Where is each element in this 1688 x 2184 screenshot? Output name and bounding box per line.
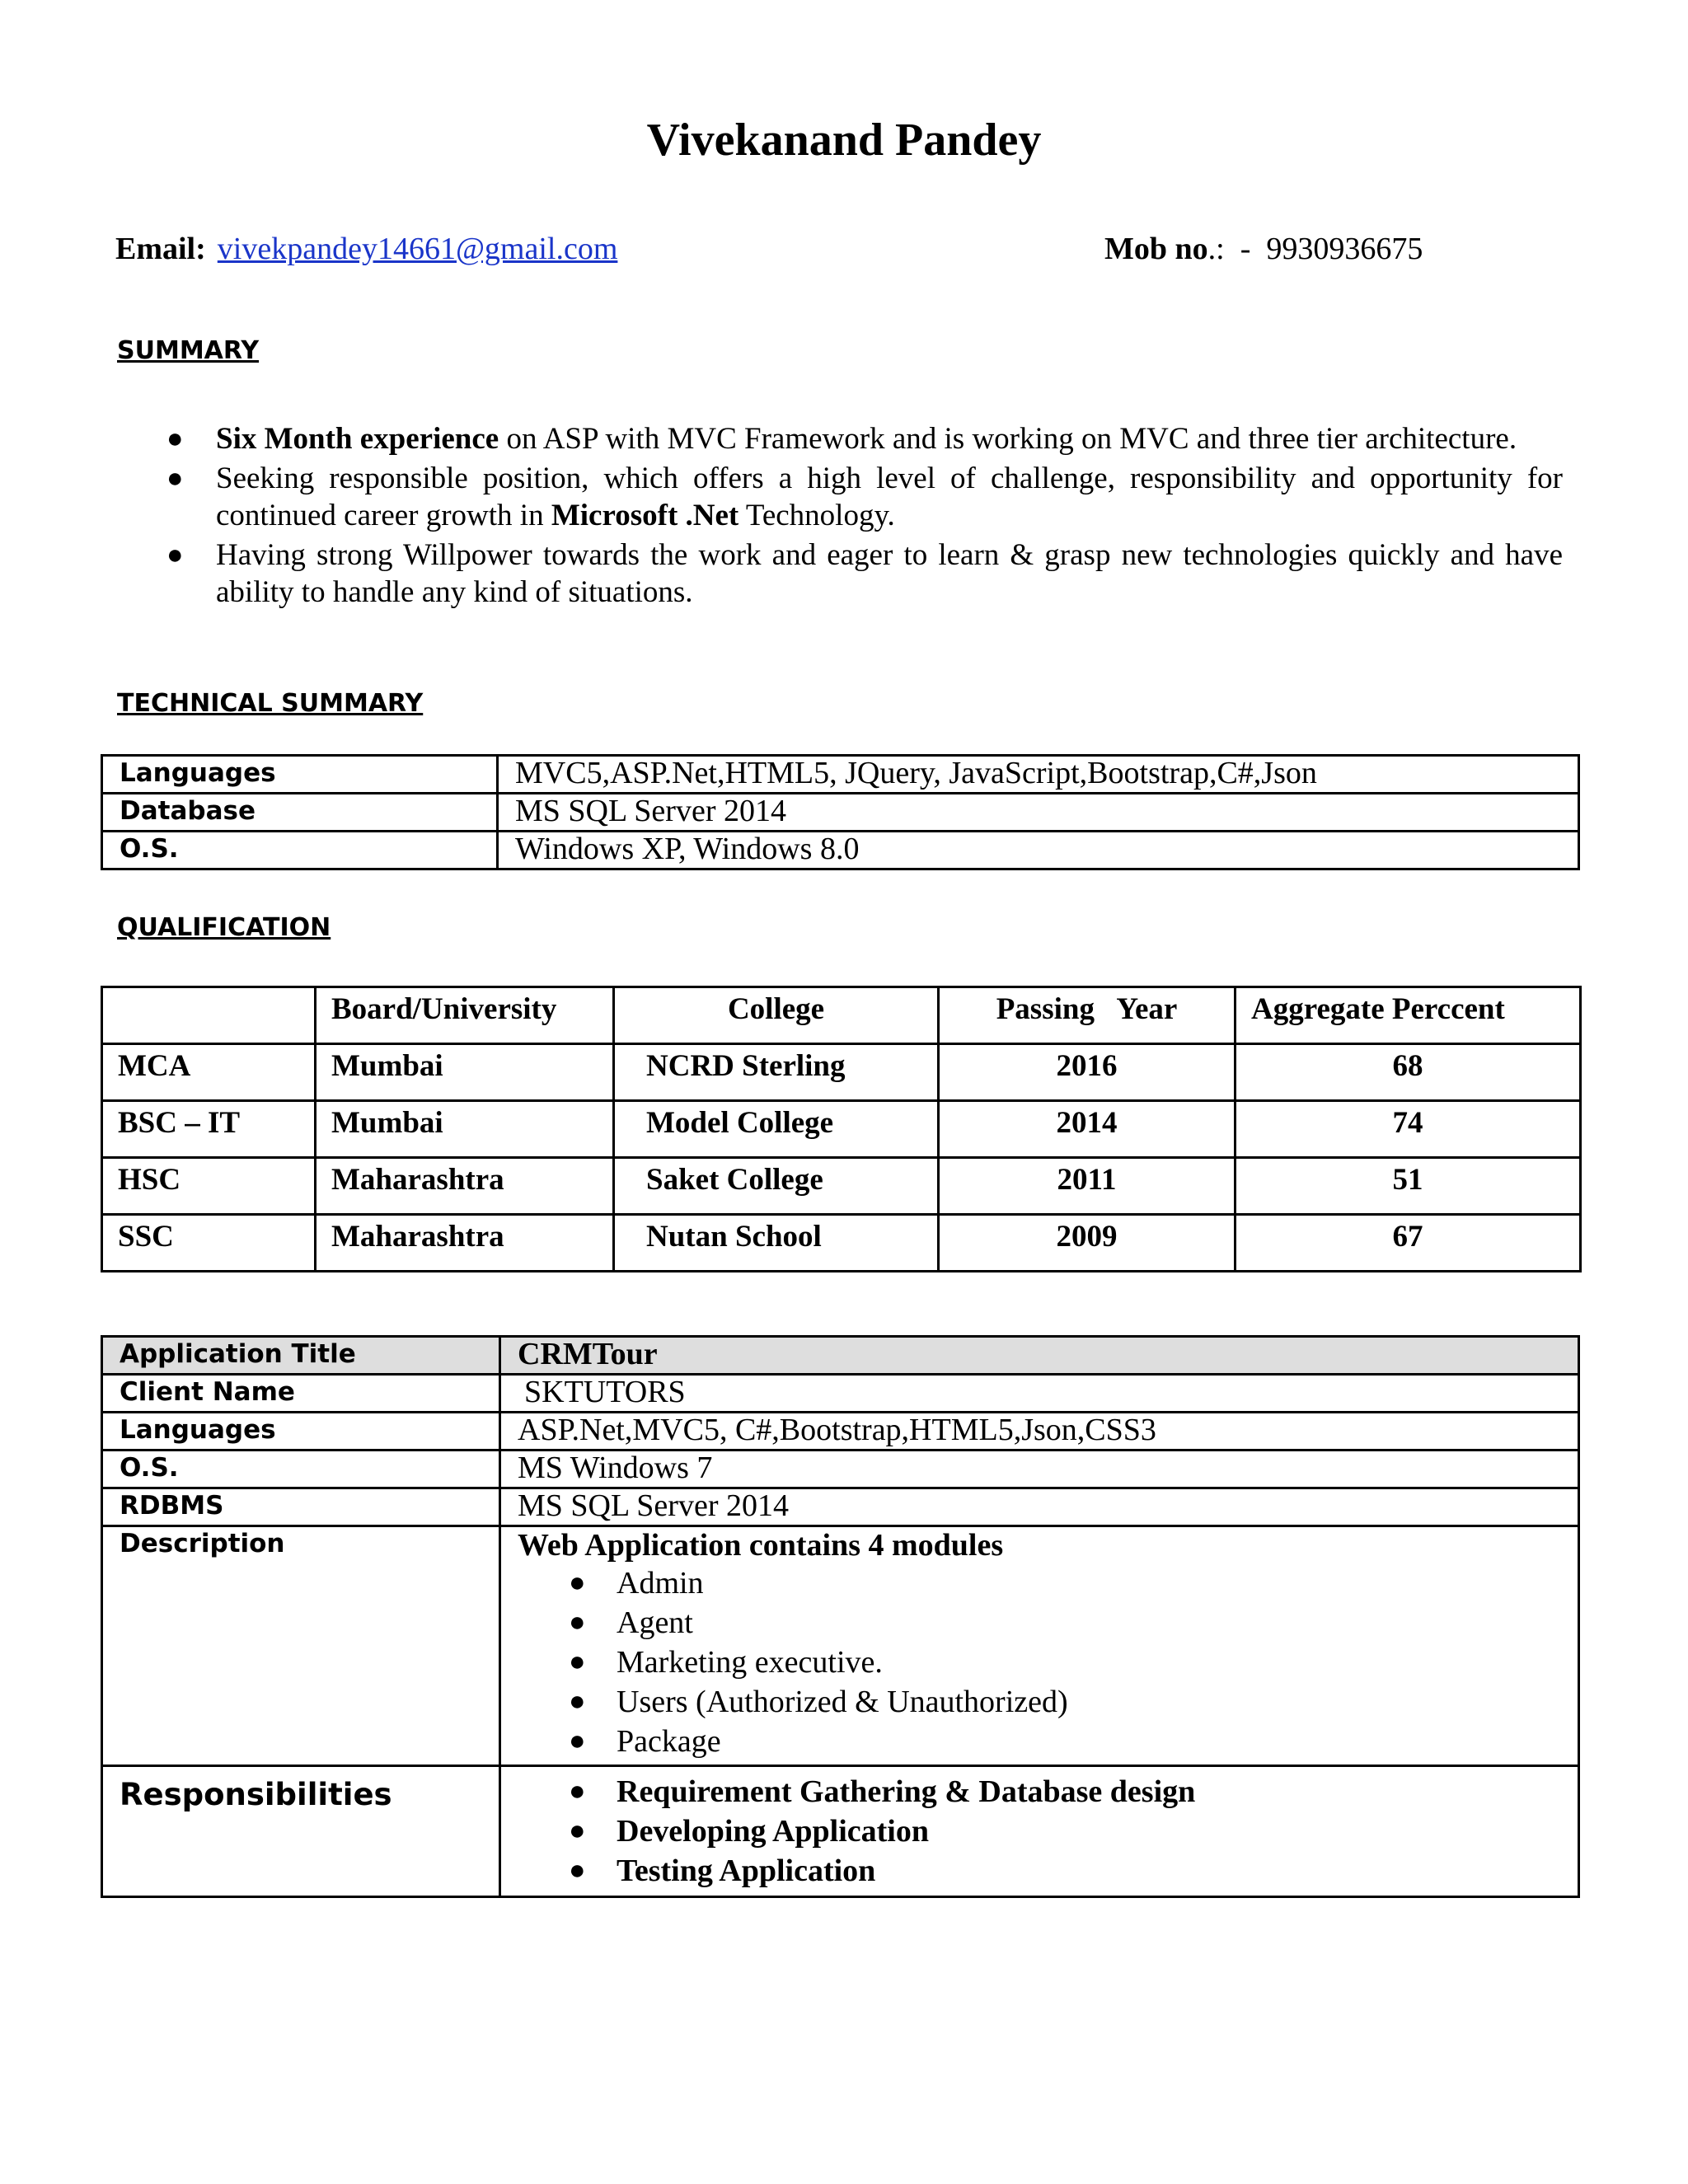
summary-heading: SUMMARY [117,336,260,365]
board-cell: Mumbai [316,1044,614,1101]
header-cell: Passing Year [939,987,1236,1044]
row-label: O.S. [102,1451,500,1488]
table-row [102,756,1579,794]
row-value: ASP.Net,MVC5, C#,Bootstrap,HTML5,Json,CSS3 [500,1413,1579,1451]
degree-cell: SSC [102,1215,316,1272]
row-label: Database [102,794,498,832]
table-header-row [102,987,1581,1044]
module-name: Admin [617,1566,704,1601]
row-label: O.S. [102,832,498,869]
list-item [518,1603,1578,1643]
summary-item-text: on ASP with MVC Framework and is working on MVC and three tier architecture. [499,422,1517,456]
mobile-number: 9930936675 [1266,232,1423,266]
summary-item-text: Technology. [738,499,895,532]
table-row [102,1101,1581,1158]
bullet-icon: ● [569,1816,586,1846]
college-cell: Model College [614,1101,939,1158]
year-cell: 2009 [939,1215,1236,1272]
summary-item [157,537,1563,611]
module-name: Marketing executive. [617,1645,883,1680]
bullet-icon: ● [166,463,184,494]
row-value: MVC5,ASP.Net,HTML5, JQuery, JavaScript,Bootstrap,C#,Json [498,756,1579,794]
header-cell [102,987,316,1044]
table-row [102,1413,1579,1451]
list-item [518,1643,1578,1682]
row-label: Languages [102,1413,500,1451]
qualification-table [101,986,1582,1272]
percent-cell: 68 [1236,1044,1581,1101]
table-row [102,1215,1581,1272]
bullet-icon: ● [569,1568,586,1598]
bullet-icon: ● [569,1647,586,1677]
list-item [518,1811,1578,1851]
list-item [518,1722,1578,1761]
row-value: MS SQL Server 2014 [500,1488,1579,1526]
row-value: MS Windows 7 [500,1451,1579,1488]
mobile-line [1104,231,1423,267]
board-cell: Mumbai [316,1101,614,1158]
project-table [101,1335,1580,1898]
email-link[interactable]: vivekpandey14661@gmail.com [217,232,618,266]
module-name: Users (Authorized & Unauthorized) [617,1685,1068,1719]
degree-cell: HSC [102,1158,316,1215]
description-cell [500,1526,1579,1766]
summary-item-bold: Six Month experience [216,422,499,456]
row-value: SKTUTORS [500,1375,1579,1413]
year-cell: 2016 [939,1044,1236,1101]
percent-cell: 74 [1236,1101,1581,1158]
table-row [102,1375,1579,1413]
table-row [102,1337,1579,1375]
degree-cell: BSC – IT [102,1101,316,1158]
technical-summary-table [101,754,1580,870]
percent-cell: 51 [1236,1158,1581,1215]
description-title: Web Application contains 4 modules [518,1528,1004,1563]
college-cell: Saket College [614,1158,939,1215]
modules-list [518,1563,1578,1761]
row-label: RDBMS [102,1488,500,1526]
bullet-icon: ● [569,1686,586,1717]
bullet-icon: ● [569,1776,586,1807]
bullet-icon: ● [166,424,184,454]
row-label: Application Title [102,1337,500,1375]
row-label: Description [102,1526,500,1766]
email-label: Email: [115,232,206,266]
table-row [102,1766,1579,1897]
bullet-icon: ● [166,540,184,570]
responsibilities-cell [500,1766,1579,1897]
bullet-icon: ● [569,1855,586,1886]
responsibility-text: Developing Application [617,1814,929,1849]
bullet-icon: ● [569,1607,586,1638]
summary-item-text: Seeking responsible position, which offers a high level of challenge, responsibility and opportunity for continued career growth in [216,462,1563,532]
year-cell: 2014 [939,1101,1236,1158]
table-row [102,1158,1581,1215]
board-cell: Maharashtra [316,1215,614,1272]
table-row [102,1451,1579,1488]
qualification-heading: QUALIFICATION [117,913,331,942]
college-cell: NCRD Sterling [614,1044,939,1101]
table-row [102,1526,1579,1766]
responsibilities-list [518,1772,1578,1891]
row-label: Languages [102,756,498,794]
board-cell: Maharashtra [316,1158,614,1215]
header-cell: College [614,987,939,1044]
list-item [518,1563,1578,1603]
table-row [102,1044,1581,1101]
table-row [102,1488,1579,1526]
percent-cell: 67 [1236,1215,1581,1272]
degree-cell: MCA [102,1044,316,1101]
technical-summary-heading: TECHNICAL SUMMARY [117,689,424,718]
summary-item-text: Having strong Willpower towards the work and eager to learn & grasp new technologies quickly and have ability to handle any kind of situations. [216,538,1563,609]
candidate-name: Vivekanand Pandey [646,115,1042,166]
responsibility-text: Requirement Gathering & Database design [617,1774,1196,1809]
module-name: Package [617,1724,721,1759]
summary-item-bold: Microsoft .Net [551,499,739,532]
table-row [102,832,1579,869]
summary-item [157,460,1563,534]
list-item [518,1772,1578,1811]
summary-list [157,420,1563,613]
row-label: Client Name [102,1375,500,1413]
year-cell: 2011 [939,1158,1236,1215]
list-item [518,1851,1578,1891]
row-label: Responsibilities [102,1766,500,1897]
summary-item [157,420,1563,457]
module-name: Agent [617,1605,693,1640]
bullet-icon: ● [569,1726,586,1756]
mobile-label: Mob no [1104,232,1208,266]
row-value: MS SQL Server 2014 [498,794,1579,832]
table-row [102,794,1579,832]
header-cell: Board/University [316,987,614,1044]
project-title: CRMTour [500,1337,1579,1375]
list-item [518,1682,1578,1722]
college-cell: Nutan School [614,1215,939,1272]
mobile-separator: .: - [1207,232,1267,266]
responsibility-text: Testing Application [617,1854,876,1888]
row-value: Windows XP, Windows 8.0 [498,832,1579,869]
email-line [115,231,617,267]
header-cell: Aggregate Perccent [1236,987,1581,1044]
